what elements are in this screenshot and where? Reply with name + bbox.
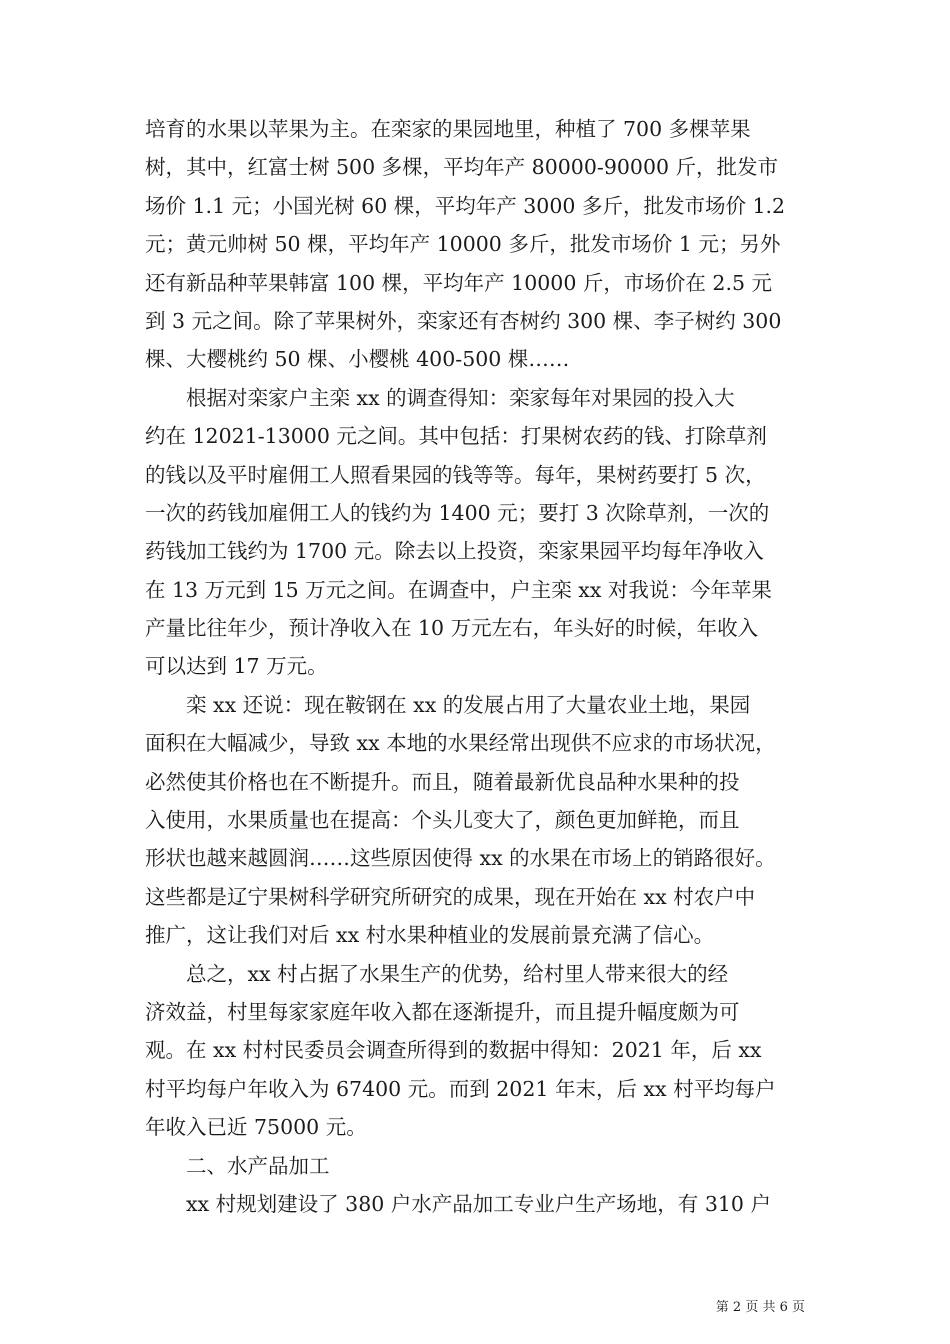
paragraph-start-line: 总之，xx 村占据了水果生产的优势，给村里人带来很大的经: [186, 961, 729, 986]
text-line: 济效益，村里每家家庭年收入都在逐渐提升，而且提升幅度颇为可: [145, 999, 740, 1024]
page-number-footer: 第 2 页 共 6 页: [715, 1300, 805, 1315]
paragraph-start-line: xx 村规划建设了 380 户水产品加工专业户生产场地，有 310 户: [186, 1191, 771, 1216]
text-line: 还有新品种苹果韩富 100 棵，平均年产 10000 斤，市场价在 2.5 元: [145, 270, 773, 295]
text-line: 必然使其价格也在不断提升。而且，随着最新优良品种水果种的投: [145, 769, 740, 794]
text-line: 这些都是辽宁果树科学研究所研究的成果，现在开始在 xx 村农户中: [145, 884, 756, 909]
text-line: 树，其中，红富士树 500 多棵，平均年产 80000-90000 斤，批发市: [145, 155, 779, 180]
text-line: 在 13 万元到 15 万元之间。在调查中，户主栾 xx 对我说：今年苹果: [145, 577, 772, 602]
text-line: 到 3 元之间。除了苹果树外，栾家还有杏树约 300 棵、李子树约 300: [145, 308, 782, 333]
text-line: 培育的水果以苹果为主。在栾家的果园地里，种植了 700 多棵苹果: [145, 117, 751, 141]
text-line: 场价 1.1 元；小国光树 60 棵，平均年产 3000 多斤，批发市场价 1.2: [145, 193, 786, 218]
text-line: 形状也越来越圆润……这些原因使得 xx 的水果在市场上的销路很好。: [145, 846, 776, 871]
text-line: 药钱加工钱约为 1700 元。除去以上投资，栾家果园平均每年净收入: [145, 539, 764, 564]
text-line: 观。在 xx 村村民委员会调查所得到的数据中得知：2021 年，后 xx: [145, 1038, 762, 1063]
text-line: 一次的药钱加雇佣工人的钱约为 1400 元；要打 3 次除草剂，一次的: [145, 500, 770, 525]
text-line: 元；黄元帅树 50 棵，平均年产 10000 多斤，批发市场价 1 元；另外: [145, 232, 781, 257]
text-line: 棵、大樱桃约 50 棵、小樱桃 400-500 棵……: [145, 347, 570, 372]
text-line: 面积在大幅减少，导致 xx 本地的水果经常出现供不应求的市场状况，: [145, 731, 776, 756]
text-line: 入使用，水果质量也在提高：个头儿变大了，颜色更加鲜艳，而且: [145, 808, 740, 833]
text-line: 村平均每户年收入为 67400 元。而到 2021 年末，后 xx 村平均每户: [145, 1076, 776, 1101]
text-line: 可以达到 17 万元。: [145, 654, 328, 679]
document-body: [145, 110, 807, 1223]
text-line: 约在 12021-13000 元之间。其中包括：打果树农药的钱、打除草剂: [145, 424, 767, 449]
paragraph-start-line: 根据对栾家户主栾 xx 的调查得知：栾家每年对果园的投入大: [186, 385, 735, 410]
paragraph-start-line: 栾 xx 还说：现在鞍钢在 xx 的发展占用了大量农业土地，果园: [186, 692, 751, 717]
text-line: 推广，这让我们对后 xx 村水果种植业的发展前景充满了信心。: [145, 923, 715, 948]
text-line: 产量比往年少，预计净收入在 10 万元左右，年头好的时候，年收入: [145, 616, 759, 641]
section-heading: 二、水产品加工: [186, 1153, 330, 1178]
text-line: 的钱以及平时雇佣工人照看果园的钱等等。每年，果树药要打 5 次，: [145, 462, 766, 487]
text-line: 年收入已近 75000 元。: [145, 1115, 367, 1140]
